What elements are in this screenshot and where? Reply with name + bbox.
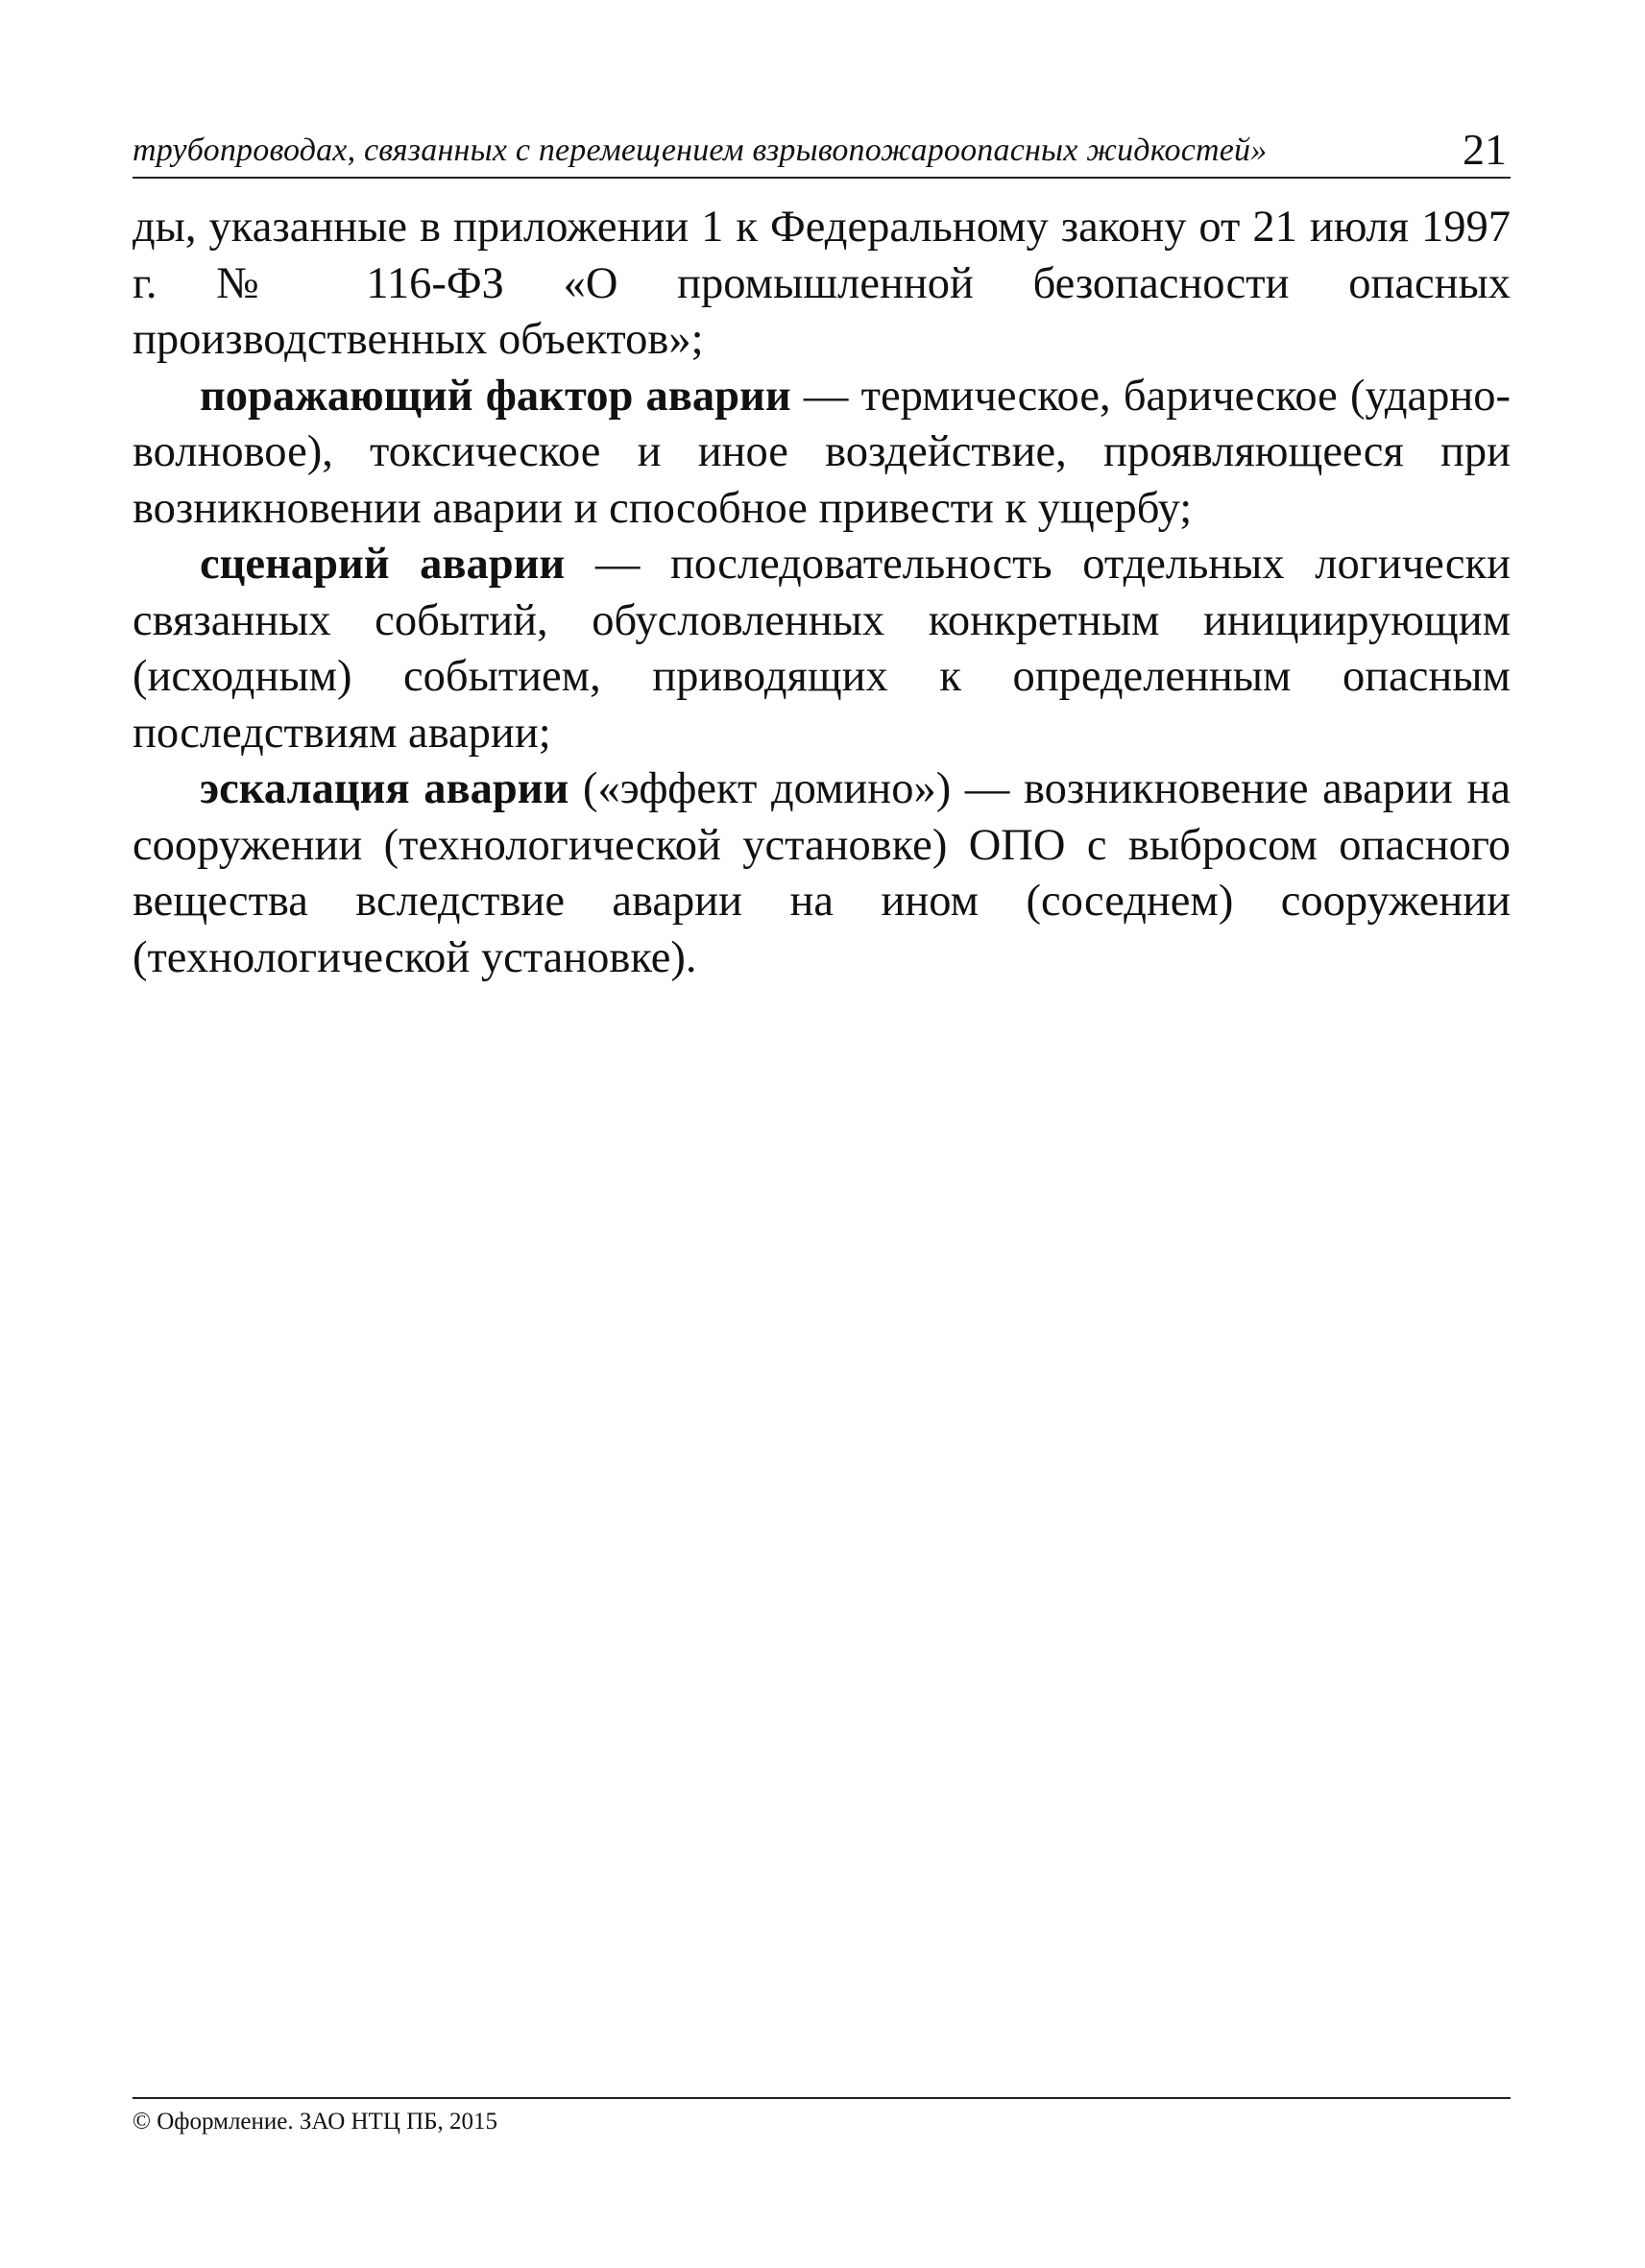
paragraph-continuation	[133, 200, 1511, 369]
paragraph-definition	[133, 369, 1511, 538]
running-title: трубопроводах, связанных с перемещением взрывопожароопасных жидкостей»	[133, 133, 1268, 168]
definition-term: поражающий фактор аварии	[200, 371, 791, 421]
paragraph-definition	[133, 537, 1511, 761]
running-header	[133, 117, 1511, 179]
paragraph-text: ды, указанные в приложении 1 к Федеральному закону от 21 июля 1997 г. № 116-ФЗ «О промышленной безопасности опасных производственных объектов»;	[133, 203, 1511, 364]
definition-text: («эффект домино») — возникновение аварии на сооружении (технологической установке) ОПО с выбросом опасного вещества вследствие аварии на ином (соседнем) сооружении (технологической установке).	[133, 764, 1511, 982]
paragraph-definition	[133, 761, 1511, 986]
definition-text: — термическое, барическое (ударно-волновое), токсическое и иное воздействие, проявляющееся при возникновении аварии и способное привести к ущербу;	[133, 371, 1512, 533]
definition-term: сценарий аварии	[200, 540, 566, 589]
page-footer	[133, 2097, 1511, 2135]
page-number: 21	[1463, 125, 1507, 174]
definition-term: эскалация аварии	[200, 764, 569, 813]
definition-text: — последовательность отдельных логически связанных событий, обусловленных конкретным инициирующим (исходным) событием, приводящих к определенным опасным последствиям аварии;	[133, 540, 1511, 758]
body-text	[133, 200, 1511, 986]
copyright-notice: © Оформление. ЗАО НТЦ ПБ, 2015	[133, 2109, 498, 2135]
